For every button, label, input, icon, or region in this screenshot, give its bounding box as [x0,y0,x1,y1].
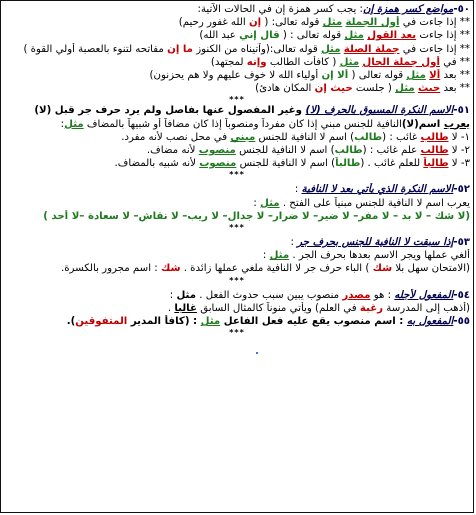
rule-line: يعرب اسم(لا)النافية للجنس مبني إذا كان مفرداً ومنصوباً إذا كان مضافاً أو شبيهاً بالمضاف مثل: [60,118,470,130]
example-keyword: مثل [269,250,290,262]
section-number: ٥٥- [453,316,470,328]
rule-line: ** إذا جاءت في أول الجملة مثل قوله تعالى: ( إن الله غفور رحيم) [178,17,470,29]
highlight: حيث إن [314,83,353,95]
section-54-heading: ٥٤-المفعول لأجله : هو مصدر منصوب يبين سبب حدوث الفعل . مثل : [169,289,470,301]
example-line: ٢- لا طالب علم غائب : (طالب) اسم لا النافية للجنس منصوب لأنه مضاف. [146,145,470,157]
section-title: إذا سبقت لا النافية للجنس بحرف جر [297,237,454,249]
section-title: المفعول لأجله [394,289,454,301]
rule-line: ** بعد حيث مثل ( جلست حيث إن المكان هادئ) [255,83,470,95]
condition: ألا [429,70,441,82]
separator: *** [229,95,245,105]
section-52-heading: ٥٢-الاسم النكرة الذي يأتي بعد لا النافية : [294,184,470,196]
example-keyword: مثل [339,56,360,68]
section-50-heading [4,3,470,16]
rule-line: ** بعد ألا مثل قوله تعالى ( ألا إن أولياء الله لا خوف عليهم ولا هم يحزنون) [149,70,470,82]
example-keyword: مثل [64,118,84,130]
section-number: ٥١- [453,105,470,117]
section-number: ٥٢- [453,184,470,196]
example-keyword: مثل [406,70,426,82]
section-51-heading [4,104,470,117]
section-intro: وغير المفصول عنها بفاصل ولم يرد حرف جر قبل (لا) [34,105,306,117]
section-number: ٥٣- [453,237,470,249]
example-line: (الامتحان سهل بلا شك ) الباء حرف جر لا النافية ملغي عملها زائدة . شك : اسم مجرور بالكسرة. [60,263,470,275]
separator: *** [229,328,245,338]
stray-dot [256,352,258,354]
condition: جملة الصلة [343,43,400,55]
condition: بعد القول [367,30,417,42]
rule-line: ** إذا جاءت بعد القول مثل قوله تعالى : ( قال إني عبد الله) [199,30,470,42]
example-keyword: مثل [260,197,280,209]
highlight: إن [248,17,262,29]
example-list: (لا شك – لا بد – لا مفر– لا ضير– لا ضرار– لا جدال– لا ريب– لا نقاش– لا سعادة –لا أحد ) [43,210,470,222]
condition: حيث [417,83,441,95]
example-line: ١- لا طالب غائب : (طالب) اسم لا النافية للجنس مبني في محل نصب لأنه مفرد. [121,131,470,143]
example-keyword: مثل [320,43,341,55]
section-intro: : يجب كسر همزة إن في الحالات الآتية: [197,4,363,15]
highlight: قال إني [239,30,280,42]
example-keyword: مثل [322,17,343,29]
document-body [4,3,470,337]
rule-line: ** في أول جملة الحال مثل ( كافأت الطالب وإنه لمجتهد) [210,56,470,68]
example-line: (أذهب إلى المدرسة رغبة في العلم) ويأتي منوناً كالمثال السابق غالبا . [167,302,470,314]
section-title: مواضع كسر همزة إن [362,4,454,15]
section-number: ٥٠- [453,4,470,15]
section-number: ٥٤- [453,289,470,301]
rule-line: ** إذا جاءت في جملة الصلة مثل قوله تعالى:(وآتيناه من الكنوز ما إن مفاتحه لتنوء بالعصبة أولي القوة ) [23,43,470,55]
separator: *** [229,223,245,233]
section-55-heading: ٥٥-المفعول به : اسم منصوب يقع عليه فعل الفاعل مثل : (كافأ المدير المتفوقين). [66,316,470,328]
highlight: ألا إن [321,70,349,82]
rule-line: ألغي عملها ويجر الاسم بعدها بحرف الجر . مثل : [262,250,470,262]
separator: *** [229,275,245,285]
example-keyword: مثل [344,30,364,42]
section-title: الاسم النكرة الذي يأتي بعد لا النافية [301,184,454,196]
highlight: وإنه [246,56,267,68]
section-title: المفعول به [406,316,454,328]
condition: أول جملة الحال [362,56,440,68]
highlight: ما إن [167,43,193,55]
condition: أول الجملة [345,17,400,29]
section-title: الاسم النكرة المسبوق بالحرف (لا) [305,105,454,117]
example-keyword: مثل [395,83,415,95]
section-53-heading: ٥٣-إذا سبقت لا النافية للجنس بحرف جر : [290,237,470,249]
rule-line: يعرب اسم لا النافية للجنس مبنياً على الفتح . مثل : [253,197,470,209]
separator: *** [229,170,245,180]
example-line: ٣- لا طالباً للعلم غائب . (طالباً) اسم لا النافية للجنس منصوب لأنه شبيه بالمضاف. [114,158,470,170]
